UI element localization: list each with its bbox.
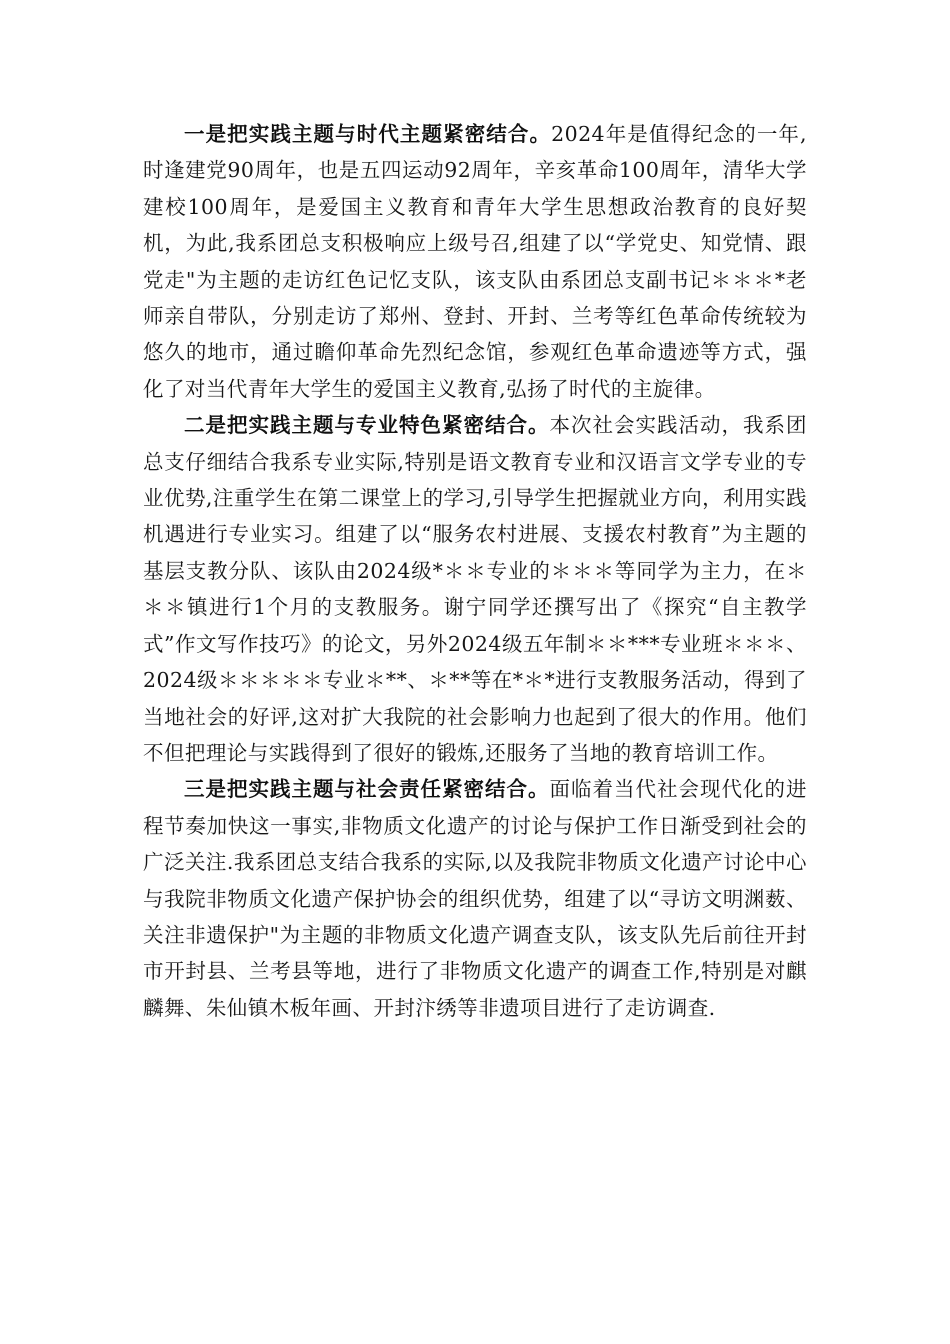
paragraph-text: 本次社会实践活动，我系团总支仔细结合我系专业实际,特别是语文教育专业和汉语言文学专业的专业优势,注重学生在第二课堂上的学习,引导学生把握就业方向，利用实践机遇进行专业实习。组建了以“服务农村进展、支援农村教育”为主题的基层支教分队、该队由2024级*＊＊专业的＊＊＊等同学为主力，在＊＊＊镇进行1个月的支教服务。谢宁同学还撰写出了《探究“自主教学式”作文写作技巧》的论文，另外2024级五年制＊＊***专业班＊＊＊、2024级＊＊＊＊＊专业＊**、＊**等在*＊*进行支教服务活动，得到了当地社会的好评,这对扩大我院的社会影响力也起到了很大的作用。他们不但把理论与实践得到了很好的锻炼,还服务了当地的教育培训工作。 bbox=[143, 413, 807, 765]
paragraph-heading: 一是把实践主题与时代主题紧密结合。 bbox=[184, 122, 552, 146]
paragraph-era-theme bbox=[143, 116, 807, 407]
paragraph-text: 面临着当代社会现代化的进程节奏加快这一事实,非物质文化遗产的讨论与保护工作日渐受到社会的广泛关注.我系团总支结合我系的实际,以及我院非物质文化遗产讨论中心与我院非物质文化遗产保护协会的组织优势，组建了以“寻访文明渊薮、关注非遗保护"为主题的非物质文化遗产调查支队，该支队先后前往开封市开封县、兰考县等地，进行了非物质文化遗产的调查工作,特别是对麒麟舞、朱仙镇木板年画、开封汴绣等非遗项目进行了走访调查. bbox=[143, 777, 807, 1020]
paragraph-professional-feature bbox=[143, 407, 807, 771]
paragraph-heading: 三是把实践主题与社会责任紧密结合。 bbox=[184, 777, 550, 802]
document-body bbox=[143, 116, 807, 1026]
paragraph-social-responsibility bbox=[143, 771, 807, 1026]
paragraph-text: 2024年是值得纪念的一年,时逢建党90周年，也是五四运动92周年，辛亥革命100周年，清华大学建校100周年，是爱国主义教育和青年大学生思想政治教育的良好契机，为此,我系团总支积极响应上级号召,组建了以“学党史、知党情、跟党走"为主题的走访红色记忆支队，该支队由系团总支副书记＊＊＊*老师亲自带队，分别走访了郑州、登封、开封、兰考等红色革命传统较为悠久的地市，通过瞻仰革命先烈纪念馆，参观红色革命遗迹等方式，强化了对当代青年大学生的爱国主义教育,弘扬了时代的主旋律。 bbox=[143, 122, 807, 401]
paragraph-heading: 二是把实践主题与专业特色紧密结合。 bbox=[184, 413, 550, 438]
